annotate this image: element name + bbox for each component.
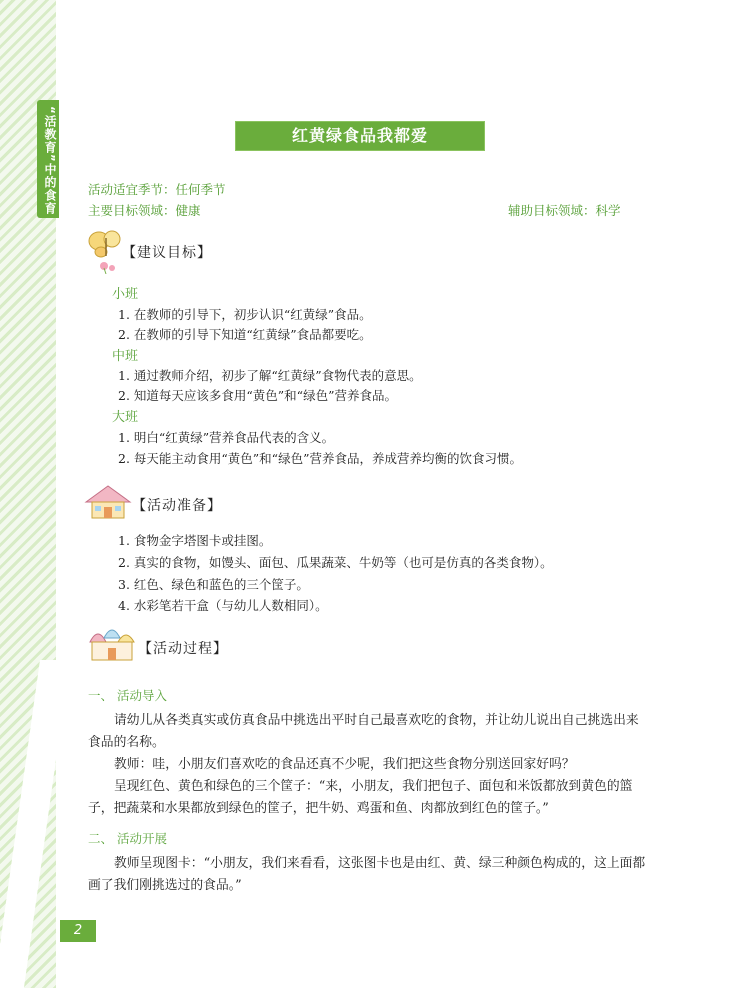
level-middle: 中班	[112, 349, 139, 364]
title-banner	[236, 122, 484, 150]
preparation-item: 2. 真实的食物，如馒头、面包、瓜果蔬菜、牛奶等（也可是仿真的各类食物）。	[118, 555, 553, 570]
objectives-header: 【建议目标】	[122, 245, 212, 261]
page-number: 2	[60, 920, 96, 942]
objective-item: 2. 每天能主动食用“黄色”和“绿色”营养食品，养成营养均衡的饮食习惯。	[118, 451, 522, 466]
paragraph: 呈现红色、黄色和绿色的三个筐子：“来，小朋友，我们把包子、面包和米饭都放到黄色的篮子，把蔬菜和水果都放到绿色的筐子，把牛奶、鸡蛋和鱼、肉都放到红色的筐子。”	[88, 779, 633, 816]
preparation-item: 3. 红色、绿色和蓝色的三个筐子。	[118, 577, 309, 592]
preparation-header: 【活动准备】	[132, 498, 222, 514]
objective-item: 2. 在教师的引导下知道“红黄绿”食品都要吃。	[118, 327, 372, 342]
chapter-tab-label: “活教育”中的食育	[43, 106, 57, 215]
objective-item: 1. 明白“红黄绿”营养食品代表的含义。	[118, 430, 335, 445]
chapter-tab	[37, 100, 59, 218]
process-header: 【活动过程】	[138, 641, 228, 657]
level-large: 大班	[112, 410, 139, 425]
castle-icon	[84, 622, 138, 664]
paragraph: 请幼儿从各类真实或仿真食品中挑选出平时自己最喜欢吃的食物，并让幼儿说出自己挑选出来食品的名称。	[88, 713, 639, 750]
aux-domain-line: 辅助目标领域：科学	[508, 203, 621, 218]
page-title: 红黄绿食品我都爱	[291, 126, 428, 145]
objective-item: 2. 知道每天应该多食用“黄色”和“绿色”营养食品。	[118, 388, 397, 403]
objective-item: 1. 通过教师介绍，初步了解“红黄绿”食物代表的意思。	[118, 368, 422, 383]
paragraph: 教师：哇，小朋友们喜欢吃的食品还真不少呢，我们把这些食物分别送回家好吗？	[114, 757, 575, 772]
main-domain-line: 主要目标领域：健康	[88, 203, 201, 218]
paragraph: 教师呈现图卡：“小朋友，我们来看看，这张图卡也是由红、黄、绿三种颜色构成的，这上面都画了我们刚挑选过的食品。”	[88, 856, 646, 893]
section-heading-1: 一、 活动导入	[88, 688, 167, 703]
season-line: 活动适宜季节：任何季节	[88, 182, 226, 197]
butterfly-icon	[86, 228, 126, 274]
preparation-item: 1. 食物金字塔图卡或挂图。	[118, 533, 272, 548]
level-small: 小班	[112, 287, 139, 302]
preparation-item: 4. 水彩笔若干盒（与幼儿人数相同）。	[118, 598, 328, 613]
section-heading-2: 二、 活动开展	[88, 831, 167, 846]
house-icon	[82, 482, 134, 522]
objective-item: 1. 在教师的引导下，初步认识“红黄绿”食品。	[118, 307, 372, 322]
